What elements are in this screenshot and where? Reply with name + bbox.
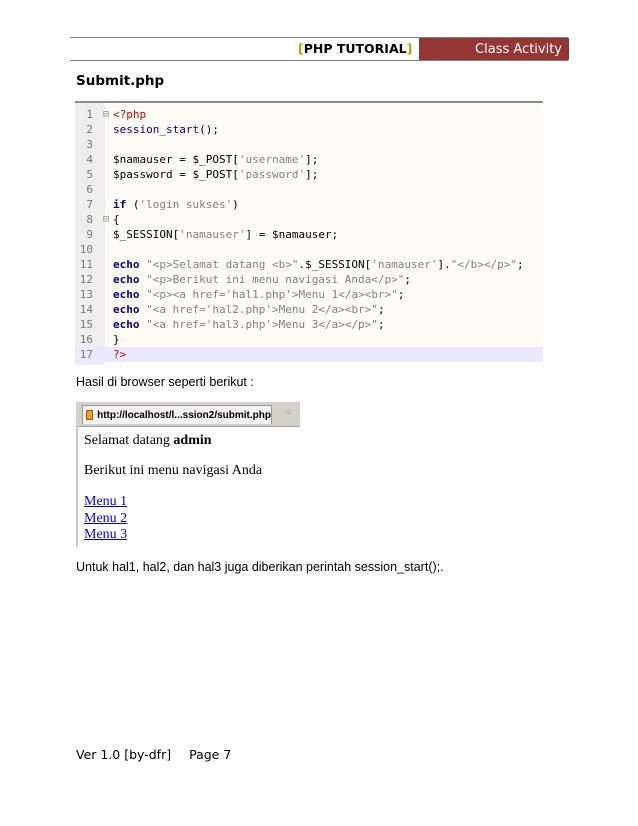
browser-frame-edge: [76, 426, 78, 547]
header-title-text: PHP TUTORIAL: [303, 41, 407, 56]
browser-tab-title: http://localhost/l...ssion2/submit.php: [97, 409, 271, 421]
code-line: [75, 317, 543, 332]
code-line: [75, 287, 543, 302]
line-number: 6: [86, 183, 93, 196]
fold-marker-icon[interactable]: ⊟: [103, 214, 110, 225]
line-number: 5: [86, 168, 93, 181]
code-line: [75, 212, 543, 227]
line-number: 14: [79, 303, 93, 316]
code-line: [75, 272, 543, 287]
line-number: 10: [79, 243, 93, 256]
footer: [76, 747, 231, 762]
code-text: ?>: [113, 348, 127, 361]
code-text: $_SESSION['namauser'] = $namauser;: [113, 228, 339, 241]
code-text: $password = $_POST['password'];: [113, 168, 319, 181]
line-number: 2: [86, 123, 93, 136]
line-number: 3: [86, 138, 93, 151]
welcome-line: [84, 433, 212, 449]
header-rule-bottom: [70, 60, 568, 61]
line-number: 7: [86, 198, 93, 211]
code-line: [75, 152, 543, 167]
browser-tab[interactable]: [82, 405, 272, 424]
code-text: session_start();: [113, 123, 219, 136]
footer-version: Ver 1.0 [by-dfr]: [76, 747, 172, 762]
code-text: <?php: [113, 108, 147, 121]
code-line: [75, 122, 543, 137]
code-line: [75, 332, 543, 347]
code-text: echo "<a href='hal3.php'>Menu 3</a></p>";: [113, 318, 385, 331]
menu-item: [84, 494, 127, 510]
menu-item: [84, 527, 127, 543]
code-text: {: [113, 213, 120, 226]
browser-screenshot: [76, 402, 300, 547]
code-line: [75, 182, 543, 197]
footer-page: Page 7: [189, 747, 232, 762]
code-line: [75, 242, 543, 257]
welcome-text: Selamat datang: [84, 433, 174, 448]
code-text: $namauser = $_POST['username'];: [113, 153, 319, 166]
code-text: echo "<p>Berikut ini menu navigasi Anda</p>";: [113, 273, 412, 286]
line-number: 1: [86, 108, 93, 121]
fold-marker-icon[interactable]: ⊟: [103, 109, 110, 120]
line-number: 9: [86, 228, 93, 241]
code-line: [75, 107, 543, 122]
code-text: if ('login sukses'): [113, 198, 239, 211]
header-title: [298, 41, 412, 56]
section-title: Submit.php: [76, 73, 165, 89]
header-tab: Class Activity: [419, 38, 569, 60]
bracket-open: [: [298, 41, 304, 56]
line-number: 15: [79, 318, 93, 331]
menu-2-link[interactable]: Menu 2: [84, 511, 128, 526]
code-line: [75, 227, 543, 242]
code-text: }: [113, 333, 120, 346]
code-block: [75, 101, 543, 365]
code-text: echo "<p>Selamat datang <b>".$_SESSION['namauser']."</b></p>";: [113, 258, 524, 271]
line-number: 16: [79, 333, 93, 346]
line-number: 12: [79, 273, 93, 286]
menu-1-link[interactable]: Menu 1: [84, 494, 128, 509]
menu-item: [84, 511, 127, 527]
menu-3-link[interactable]: Menu 3: [84, 527, 128, 542]
paragraph-browser-result: Hasil di browser seperti berikut :: [76, 375, 254, 389]
code-line: [75, 257, 543, 272]
line-number: 4: [86, 153, 93, 166]
line-number: 8: [86, 213, 93, 226]
new-tab-icon[interactable]: ⁘: [284, 408, 292, 418]
code-line: [75, 347, 543, 362]
line-number: 11: [79, 258, 93, 271]
code-line: [75, 167, 543, 182]
page-icon: [86, 410, 93, 420]
code-text: echo "<p><a href='hal1.php'>Menu 1</a><br>";: [113, 288, 405, 301]
code-line: [75, 137, 543, 152]
code-text: echo "<a href='hal2.php'>Menu 2</a><br>";: [113, 303, 385, 316]
paragraph-session-note: Untuk hal1, hal2, dan hal3 juga diberikan perintah session_start();.: [76, 560, 444, 574]
line-number: 13: [79, 288, 93, 301]
nav-text: Berikut ini menu navigasi Anda: [84, 463, 263, 478]
welcome-user: admin: [173, 433, 212, 448]
line-number: 17: [79, 348, 93, 361]
code-line: [75, 197, 543, 212]
browser-tabbar: [76, 402, 300, 427]
bracket-close: ]: [406, 41, 413, 56]
code-line: [75, 302, 543, 317]
